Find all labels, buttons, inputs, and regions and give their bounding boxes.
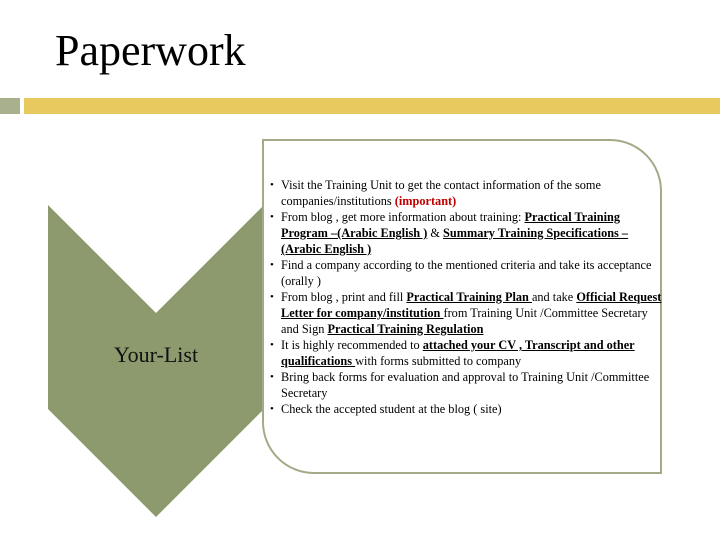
bullet-text: From blog , print and fill — [281, 290, 407, 304]
document-link-text: Practical Training Program –(Arabic English ) — [281, 210, 621, 240]
document-link-text: Summary Training Specifications –(Arabic English ) — [281, 226, 629, 256]
bullet-item — [270, 289, 662, 337]
bullet-item — [270, 369, 662, 401]
accent-bar-right — [24, 98, 720, 114]
document-link-text: attached your CV , Transcript and other qualifications — [281, 338, 635, 368]
bullet-text: It is highly recommended to — [281, 338, 423, 352]
bullet-item — [270, 257, 662, 289]
bullet-text: Find a company according to the mentioned criteria and take its acceptance (orally ) — [281, 258, 652, 288]
bullet-item — [270, 177, 662, 209]
bullet-text: From blog , get more information about training: — [281, 210, 525, 224]
accent-bar-left — [0, 98, 20, 114]
document-link-text: Official Request Letter for company/institution — [281, 290, 662, 320]
bullet-item — [270, 401, 662, 417]
bullet-text: and take — [531, 290, 577, 304]
bullet-text: & — [427, 226, 444, 240]
bullet-text: Bring back forms for evaluation and approval to Training Unit /Committee Secretary — [281, 370, 650, 400]
document-link-text: Practical Training Regulation — [327, 322, 484, 336]
important-note: (important) — [394, 194, 457, 208]
bullet-list — [270, 177, 662, 417]
bullet-item — [270, 337, 662, 369]
bullet-text: Check the accepted student at the blog ( site) — [281, 402, 502, 416]
document-link-text: Practical Training Plan — [406, 290, 532, 304]
chevron-label: Your-List — [113, 342, 199, 367]
slide-title: Paperwork — [55, 26, 246, 75]
bullet-item — [270, 209, 662, 257]
bullet-text: with forms submitted to company — [355, 354, 522, 368]
bullet-text: from Training Unit /Committee Secretary and Sign — [281, 306, 648, 336]
bullet-text: Visit the Training Unit to get the contact information of the some companies/institutions — [281, 178, 601, 208]
